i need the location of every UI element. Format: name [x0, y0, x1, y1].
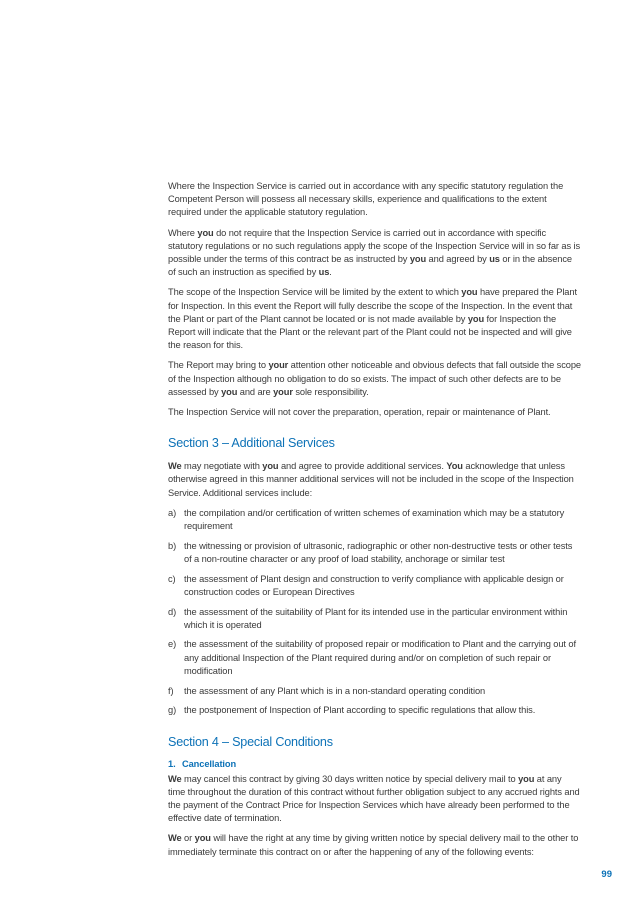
- list-item-label: e): [168, 639, 177, 650]
- list-item-label: f): [168, 685, 174, 696]
- list-item-label: b): [168, 540, 177, 551]
- list-item-text: the assessment of the suitability of Plant for its intended use in the particular environment within which it is operated: [184, 606, 568, 630]
- list-item-text: the assessment of Plant design and construction to verify compliance with applicable design or construction codes or European Directives: [184, 573, 564, 597]
- paragraph: The Inspection Service will not cover the preparation, operation, repair or maintenance of Plant.: [168, 407, 551, 418]
- list-item: [168, 540, 581, 566]
- list-item: [168, 638, 581, 678]
- clause-title: Cancellation: [182, 758, 237, 769]
- paragraph: The Report may bring to your attention other noticeable and obvious defects that fall outside the scope of the Inspection although no obligation to do so exists. The impact of such other defects are to be assessed by you and are your sole responsibility.: [168, 360, 581, 397]
- list-item-label: g): [168, 705, 177, 716]
- section-3-heading: Section 3 – Additional Services: [168, 436, 335, 451]
- list-item-text: the compilation and/or certification of written schemes of examination which may be a statutory requirement: [184, 507, 565, 532]
- paragraph: We may negotiate with you and agree to provide additional services. You acknowledge that unless otherwise agreed in this manner additional services will not be included in the scope of the Inspection Service. Additional services include:: [168, 461, 574, 498]
- list-item: [168, 704, 581, 717]
- list-item-text: the postponement of Inspection of Plant according to specific regulations that allow this.: [184, 705, 536, 716]
- list-item: [168, 685, 581, 698]
- paragraph: Where you do not require that the Inspection Service is carried out in accordance with specific statutory regulations or no such regulations apply the scope of the Inspection Service will in so far as is possible under the terms of this contract be as instructed by you and agreed by us or in the absence of such an instruction as specified by us.: [168, 227, 581, 278]
- list-item-label: d): [168, 606, 177, 617]
- paragraph: We or you will have the right at any time by giving written notice by special delivery mail to the other to immediately terminate this contract on or after the happening of any of the following events:: [168, 833, 579, 857]
- list-item: [168, 573, 581, 599]
- list-item-label: c): [168, 573, 176, 584]
- clause-number: 1.: [168, 758, 176, 769]
- cancellation-subheading: [168, 759, 581, 769]
- list-item: [168, 606, 581, 632]
- list-item-label: a): [168, 507, 177, 518]
- paragraph: We may cancel this contract by giving 30 days written notice by special delivery mail to you at any time throughout the duration of this contract without further obligation subject to any accrued rights and the payment of the Contract Price for Inspection Services which have already been performed to the effective date of termination.: [168, 773, 580, 824]
- page-number: 99: [601, 869, 612, 880]
- list-item-text: the assessment of the suitability of proposed repair or modification to Plant and the carrying out of any additional Inspection of the Plant required during and/or on completion of such repair or modification: [184, 639, 576, 676]
- page-content: [168, 180, 581, 866]
- additional-services-list: [168, 507, 581, 718]
- paragraph: Where the Inspection Service is carried out in accordance with any specific statutory regulation the Competent Person will possess all necessary skills, experience and qualifications to the extent required under the applicable statutory regulation.: [168, 181, 564, 218]
- paragraph: The scope of the Inspection Service will be limited by the extent to which you have prepared the Plant for Inspection. In this event the Report will fully describe the scope of the Inspection. In the event that the Plant or part of the Plant cannot be located or is not made available by you for Inspection the Report will indicate that the Plant or the relevant part of the Plant could not be inspected and will give the reason for this.: [168, 287, 577, 351]
- section-4-heading: Section 4 – Special Conditions: [168, 734, 333, 749]
- list-item: [168, 507, 581, 533]
- list-item-text: the assessment of any Plant which is in a non-standard operating condition: [184, 685, 486, 696]
- list-item-text: the witnessing or provision of ultrasonic, radiographic or other non-destructive tests or other tests of a non-routine character or any proof of load stability, anchorage or similar test: [184, 540, 573, 564]
